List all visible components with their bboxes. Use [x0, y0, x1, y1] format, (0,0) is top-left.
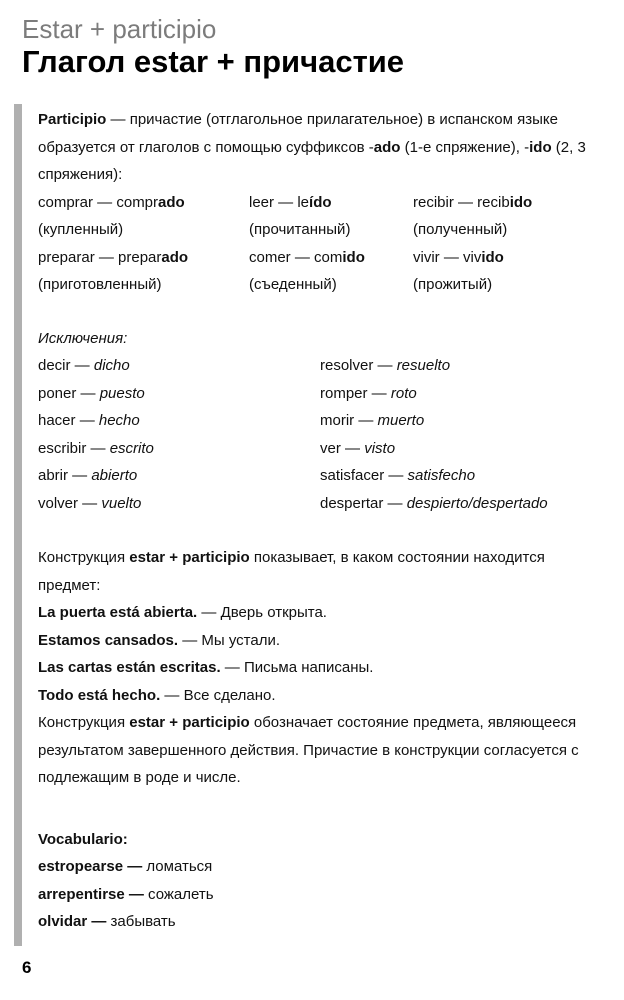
exception-item: romper — roto	[320, 384, 417, 402]
participle-form: recibir — recibido	[413, 193, 533, 211]
participle-translation: (приготовленный)	[38, 276, 162, 293]
exceptions-label: Исключения:	[38, 329, 128, 347]
exceptions-column-left	[38, 352, 320, 517]
exception-item: abrir — abierto	[38, 467, 138, 484]
participle-form: comer — comido	[249, 248, 365, 266]
exceptions-column-right	[320, 352, 608, 517]
participle-form: leer — leído	[249, 193, 332, 211]
construction-example: Las cartas están escritas. — Письма написаны.	[38, 659, 374, 676]
page-number: 6	[22, 958, 32, 977]
exception-item: escribir — escrito	[38, 439, 154, 457]
exception-item: ver — visto	[320, 439, 396, 457]
exception-item: decir — dicho	[38, 357, 130, 374]
exception-item: morir — muerto	[320, 412, 425, 429]
participle-form: vivir — vivido	[413, 248, 504, 266]
construction-example: Estamos cansados. — Мы устали.	[38, 631, 281, 649]
construction-section	[38, 544, 608, 792]
vocab-item: estropearse — ломаться	[38, 858, 213, 875]
vocabulario-section	[38, 826, 608, 936]
exception-item: hacer — hecho	[38, 412, 140, 429]
construction-example: La puerta está abierta. — Дверь открыта.	[38, 604, 327, 621]
left-accent-bar	[14, 104, 22, 946]
exception-item: poner — puesto	[38, 384, 145, 402]
table-column-1	[38, 189, 249, 299]
exception-item: resolver — resuelto	[320, 357, 451, 374]
page-header	[0, 0, 624, 80]
table-column-2	[249, 189, 413, 299]
participle-examples-table	[38, 189, 608, 299]
participle-translation: (полученный)	[413, 221, 508, 238]
lesson-title: Глагол estar + причастие	[22, 44, 405, 79]
participle-form: preparar — preparado	[38, 248, 189, 266]
construction-paragraph: Конструкция estar + participio показывает, в каком состоянии находится предмет:	[38, 549, 545, 594]
participle-translation: (прожитый)	[413, 276, 493, 293]
exceptions-list	[38, 352, 608, 517]
participle-translation: (прочитанный)	[249, 221, 351, 238]
lesson-body	[22, 104, 624, 946]
exception-item: satisfacer — satisfecho	[320, 467, 476, 484]
construction-example: Todo está hecho. — Все сделано.	[38, 686, 276, 704]
vocab-item: olvidar — забывать	[38, 913, 176, 930]
intro-paragraph: Participio — причастие (отглагольное прилагательное) в испанском языке образуется от глаголов с помощью суффиксов -ado (1-е спряжение), -ido (2, 3 спряжения):	[38, 111, 586, 183]
lesson-subtitle: Estar + participio	[22, 14, 217, 44]
vocabulario-title: Vocabulario:	[38, 830, 128, 848]
participle-form: comprar — comprado	[38, 193, 185, 211]
participle-translation: (купленный)	[38, 221, 124, 238]
table-column-3	[413, 189, 608, 299]
construction-paragraph: Конструкция estar + participio обозначает состояние предмета, являющееся результатом завершенного действия. Причастие в конструкции согласуется с подлежащим в роде и числе.	[38, 714, 579, 786]
exception-item: despertar — despierto/despertado	[320, 494, 548, 512]
participle-translation: (съеденный)	[249, 276, 337, 293]
exception-item: volver — vuelto	[38, 494, 142, 512]
lesson-content	[14, 104, 624, 946]
vocab-item: arrepentirse — сожалеть	[38, 885, 214, 903]
page-footer	[22, 958, 31, 978]
